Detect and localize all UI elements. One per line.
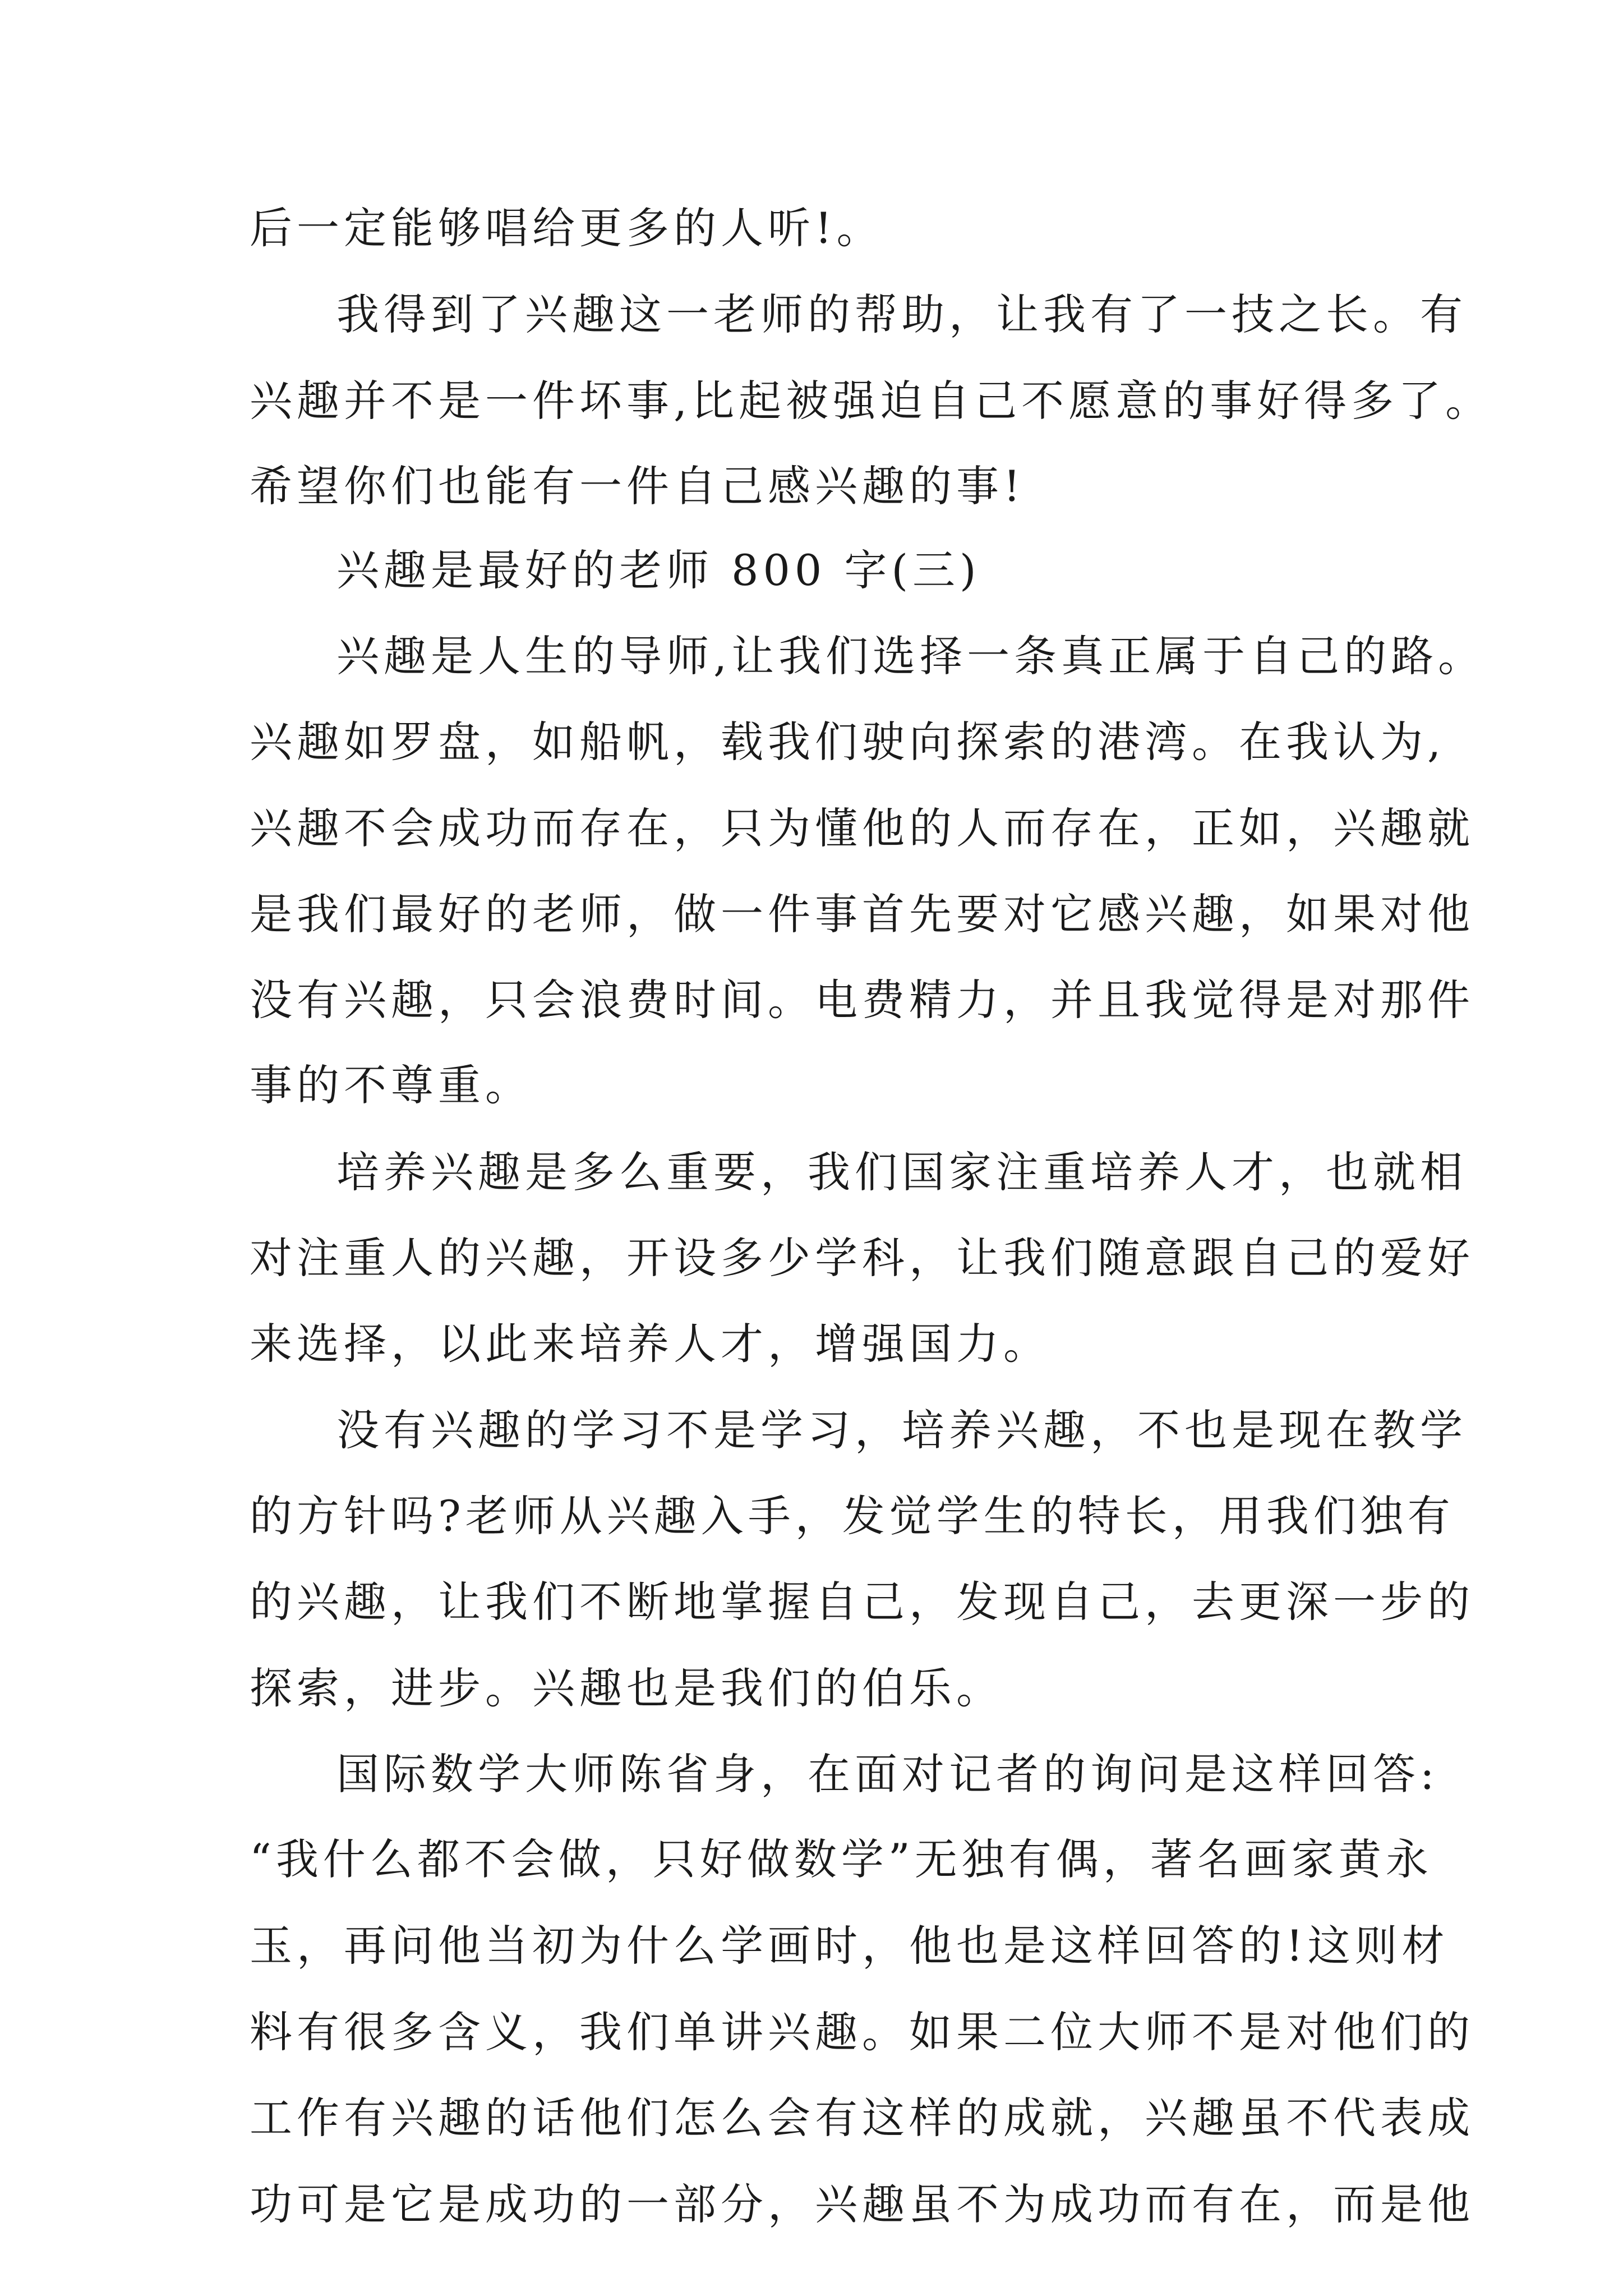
text-line: 的兴趣，让我们不断地掌握自己，发现自己，去更深一步的 xyxy=(250,1577,1474,1627)
paragraph-first-line: 我得到了兴趣这一老师的帮助，让我有了一技之长。有 xyxy=(336,289,1467,339)
text-line: 兴趣并不是一件坏事,比起被强迫自己不愿意的事好得多了。 xyxy=(250,376,1493,426)
text-line: 工作有兴趣的话他们怎么会有这样的成就，兴趣虽不代表成 xyxy=(250,2093,1474,2143)
text-line: 功可是它是成功的一部分，兴趣虽不为成功而有在，而是他 xyxy=(250,2179,1474,2229)
text-line: 没有兴趣，只会浪费时间。电费精力，并且我觉得是对那件 xyxy=(250,975,1474,1025)
text-line: 料有很多含义，我们单讲兴趣。如果二位大师不是对他们的 xyxy=(250,2007,1474,2057)
text-line: 探索，进步。兴趣也是我们的伯乐。 xyxy=(250,1663,1003,1713)
paragraph-first-line: 没有兴趣的学习不是学习，培养兴趣，不也是现在教学 xyxy=(336,1405,1467,1455)
text-line: 对注重人的兴趣，开设多少学科，让我们随意跟自己的爱好 xyxy=(250,1233,1474,1283)
text-line: 是我们最好的老师，做一件事首先要对它感兴趣，如果对他 xyxy=(250,889,1474,939)
text-line: 来选择，以此来培养人才，增强国力。 xyxy=(250,1319,1050,1369)
text-line: 希望你们也能有一件自己感兴趣的事! xyxy=(250,461,1025,511)
paragraph-first-line: 兴趣是人生的导师,让我们选择一条真正属于自己的路。 xyxy=(336,631,1486,681)
text-line: 兴趣如罗盘，如船帆，载我们驶向探索的港湾。在我认为, xyxy=(250,717,1446,767)
text-line: 的方针吗?老师从兴趣入手，发觉学生的特长，用我们独有 xyxy=(250,1491,1455,1541)
paragraph-first-line: 国际数学大师陈省身，在面对记者的询问是这样回答: xyxy=(336,1749,1439,1799)
text-line: 后一定能够唱给更多的人听!。 xyxy=(250,203,884,253)
text-line: 玉，再问他当初为什么学画时，他也是这样回答的!这则材 xyxy=(250,1921,1449,1971)
section-heading: 兴趣是最好的老师 800 字(三) xyxy=(336,545,981,595)
text-line: “我什么都不会做，只好做数学”无独有偶，著名画家黄永 xyxy=(250,1834,1433,1884)
text-line: 兴趣不会成功而存在，只为懂他的人而存在，正如，兴趣就 xyxy=(250,803,1474,853)
text-line: 事的不尊重。 xyxy=(250,1060,532,1110)
paragraph-first-line: 培养兴趣是多么重要，我们国家注重培养人才，也就相 xyxy=(336,1147,1467,1197)
